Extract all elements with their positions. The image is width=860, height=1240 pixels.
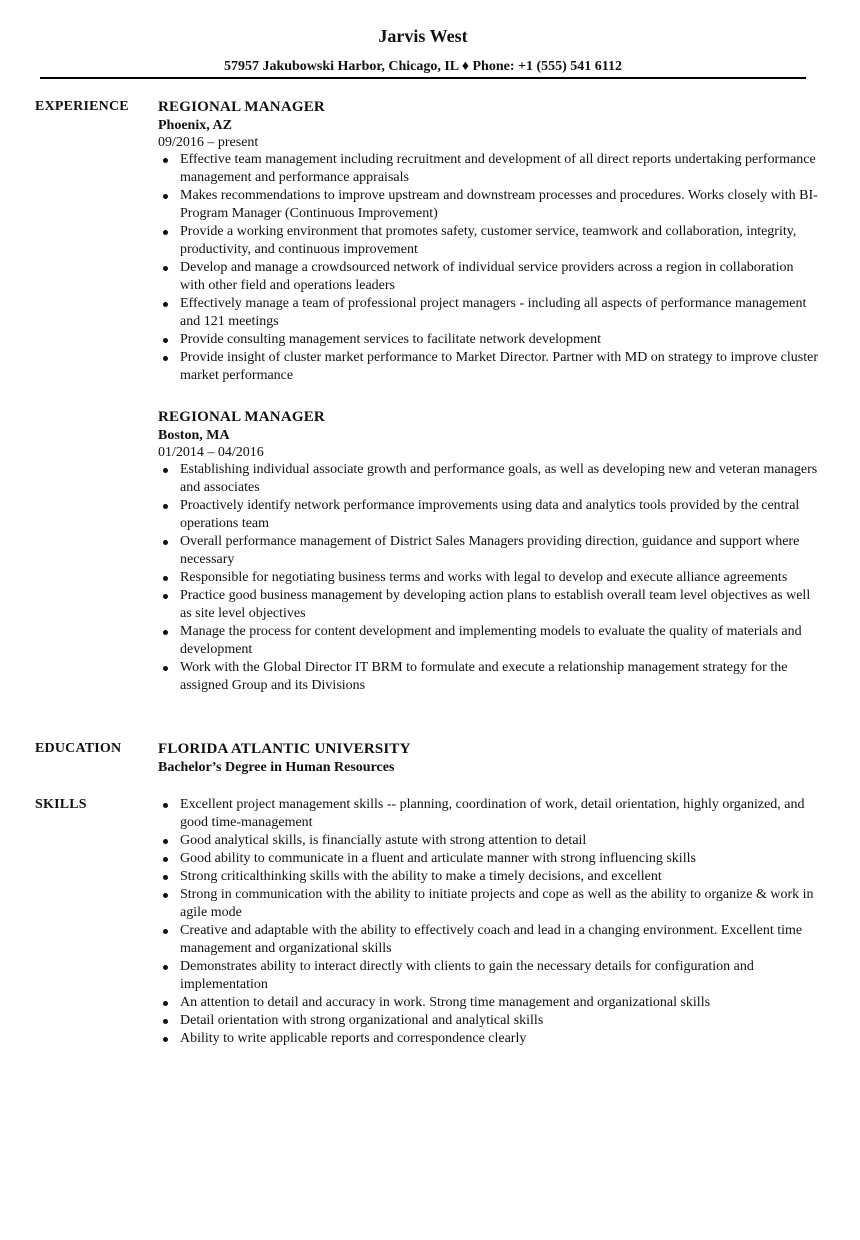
skill-item: Strong criticalthinking skills with the ability to make a timely decisions, and excellent (158, 868, 818, 886)
skill-item: Good analytical skills, is financially astute with strong attention to detail (158, 832, 818, 850)
skill-item: Excellent project management skills -- planning, coordination of work, detail orientation, highly organized, and good time-management (158, 796, 818, 832)
skill-item: Strong in communication with the ability to initiate projects and cope as well as the ability to organize & work in agile mode (158, 886, 818, 922)
job-bullet: Manage the process for content development and implementing models to evaluate the quality of materials and development (158, 623, 818, 659)
job-bullets (158, 461, 818, 695)
skill-item: An attention to detail and accuracy in work. Strong time management and organizational skills (158, 994, 818, 1012)
school-name: FLORIDA ATLANTIC UNIVERSITY (158, 741, 411, 757)
job-bullet: Provide consulting management services to facilitate network development (158, 331, 818, 349)
job-bullet: Effective team management including recruitment and development of all direct reports undertaking performance management and performance appraisals (158, 151, 818, 187)
job-bullet: Provide insight of cluster market performance to Market Director. Partner with MD on strategy to improve cluster market performance (158, 349, 818, 385)
job-bullet: Overall performance management of District Sales Managers providing direction, guidance and support where necessary (158, 533, 818, 569)
job-title: REGIONAL MANAGER (158, 409, 325, 425)
job-dates: 09/2016 – present (158, 135, 259, 150)
job-bullet: Proactively identify network performance improvements using data and analytics tools provided by the central operations team (158, 497, 818, 533)
job-entry (158, 97, 818, 385)
header-divider (40, 77, 806, 79)
skill-item: Good ability to communicate in a fluent and articulate manner with strong influencing skills (158, 850, 818, 868)
job-bullet: Practice good business management by developing action plans to establish overall team level objectives as well as site level objectives (158, 587, 818, 623)
degree: Bachelor’s Degree in Human Resources (158, 760, 395, 775)
job-bullets (158, 151, 818, 385)
education-heading: EDUCATION (35, 741, 122, 756)
contact-line: 57957 Jakubowski Harbor, Chicago, IL ♦ Phone: +1 (555) 541 6112 (223, 59, 623, 74)
skill-item: Ability to write applicable reports and correspondence clearly (158, 1030, 818, 1048)
job-bullet: Provide a working environment that promotes safety, customer service, teamwork and collaboration, integrity, productivity, and continuous improvement (158, 223, 818, 259)
job-entry (158, 407, 818, 695)
job-bullet: Work with the Global Director IT BRM to formulate and execute a relationship management strategy for the assigned Group and its Divisions (158, 659, 818, 695)
skills-list (158, 796, 818, 1048)
job-dates: 01/2014 – 04/2016 (158, 445, 264, 460)
job-bullet: Makes recommendations to improve upstream and downstream processes and procedures. Works closely with BI-Program Manager (Continuous Improvement) (158, 187, 818, 223)
candidate-name: Jarvis West (378, 26, 468, 46)
job-location: Phoenix, AZ (158, 118, 232, 133)
job-bullet: Develop and manage a crowdsourced network of individual service providers across a region in collaboration with other field and operations leaders (158, 259, 818, 295)
skill-item: Creative and adaptable with the ability to effectively coach and lead in a changing environment. Excellent time management and organizational skills (158, 922, 818, 958)
education-entry (158, 739, 818, 777)
job-bullet: Responsible for negotiating business terms and works with legal to develop and execute alliance agreements (158, 569, 818, 587)
skills-entry (158, 796, 818, 1048)
job-bullet: Establishing individual associate growth and performance goals, as well as developing new and veteran managers and associates (158, 461, 818, 497)
skills-heading: SKILLS (35, 797, 87, 812)
skill-item: Detail orientation with strong organizational and analytical skills (158, 1012, 818, 1030)
job-title: REGIONAL MANAGER (158, 99, 325, 115)
skill-item: Demonstrates ability to interact directly with clients to gain the necessary details for configuration and implementation (158, 958, 818, 994)
job-location: Boston, MA (158, 428, 230, 443)
experience-heading: EXPERIENCE (35, 99, 129, 114)
job-bullet: Effectively manage a team of professional project managers - including all aspects of performance management and 121 meetings (158, 295, 818, 331)
